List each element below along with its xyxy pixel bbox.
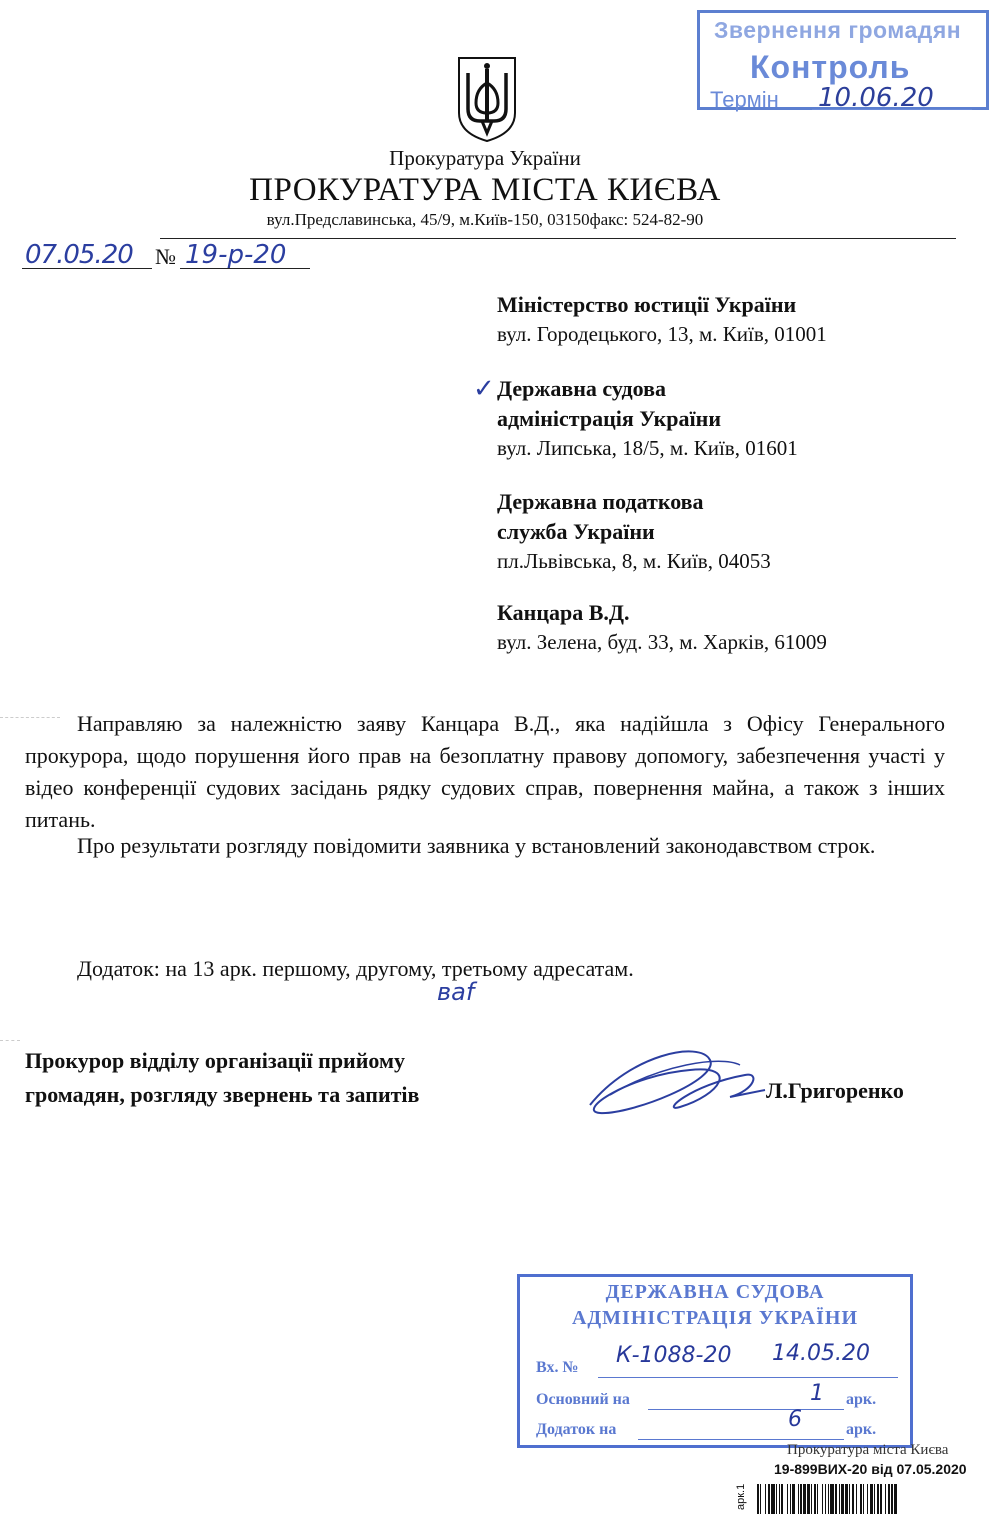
handwritten-signature <box>570 1035 770 1130</box>
annex-sheets-label: Додаток на <box>536 1421 617 1438</box>
control-stamp-title: Звернення громадян <box>714 17 962 43</box>
outgoing-number-sign: № <box>155 244 176 269</box>
header-divider <box>160 238 956 239</box>
addressee-name: адміністрація України <box>497 406 721 431</box>
trident-coat-of-arms-icon <box>456 55 518 143</box>
incoming-date: 14.05.20 <box>772 1341 870 1366</box>
addressee-name: служба України <box>497 519 655 544</box>
sheet-label-text: арк.1 <box>735 1483 747 1510</box>
barcode <box>757 1484 993 1514</box>
addressee-address: вул. Липська, 18/5, м. Київ, 01601 <box>497 436 798 460</box>
annex-sheets-value: 6 <box>788 1407 802 1432</box>
incoming-stamp <box>517 1274 913 1448</box>
annex-handwritten-note: ваf <box>437 978 475 1006</box>
signer-title <box>25 1044 419 1112</box>
outgoing-date: 07.05.20 <box>25 240 133 270</box>
main-sheets-label: Основний на <box>536 1391 630 1408</box>
incoming-stamp-org-line: ДЕРЖАВНА СУДОВА <box>605 1281 825 1303</box>
org-address: вул.Предславинська, 45/9, м.Київ-150, 03150факс: 524-82-90 <box>266 210 704 229</box>
outgoing-number: 19-р-20 <box>185 240 287 270</box>
main-sheets-value: 1 <box>810 1381 824 1406</box>
body-paragraph: Про результати розгляду повідомити заявника у встановлений законодавством строк. <box>77 833 876 858</box>
main-sheets-unit: арк. <box>846 1391 877 1408</box>
incoming-stamp-org-line: АДМІНІСТРАЦІЯ УКРАЇНИ <box>571 1307 859 1329</box>
addressee-block <box>497 290 827 349</box>
control-stamp-term-label: Термін <box>710 87 779 112</box>
addressee-name: Міністерство юстиції України <box>497 292 797 317</box>
registration-org: Прокуратура міста Києва <box>787 1442 949 1458</box>
annex-sheets-unit: арк. <box>846 1421 877 1438</box>
addressee-address: пл.Львівська, 8, м. Київ, 04053 <box>497 549 771 573</box>
scan-artifact <box>0 717 60 718</box>
scan-artifact <box>0 1040 20 1041</box>
annex-line: Додаток: на 13 арк. першому, другому, третьому адресатам. <box>77 956 634 981</box>
outgoing-number-line <box>180 268 310 269</box>
barcode-bar <box>897 1484 899 1514</box>
addressee-block <box>497 487 771 576</box>
outgoing-date-line <box>22 268 152 269</box>
sheet-label <box>731 1472 749 1512</box>
addressee-block <box>497 598 827 657</box>
addressee-address: вул. Городецького, 13, м. Київ, 01001 <box>497 322 827 346</box>
org-name: ПРОКУРАТУРА МІСТА КИЄВА <box>249 172 721 208</box>
check-mark-icon: ✓ <box>473 374 495 404</box>
body-paragraph: Направляю за належністю заяву Канцара В.Д., яка надійшла з Офісу Генерального прокурора, щодо порушення його прав на безоплатну правову допомогу, забезпечення участі у відео конференції судових засідань рядку судових справ, повернення майна, а також з інших питань. <box>25 711 945 832</box>
main-sheets-underline <box>648 1409 844 1410</box>
signer-title-line: громадян, розгляду звернень та запитів <box>25 1082 420 1107</box>
addressee-name: Державна податкова <box>497 489 704 514</box>
incoming-number-underline <box>598 1377 898 1378</box>
registration-number: 19-899ВИХ-20 від 07.05.2020 <box>774 1461 967 1477</box>
control-stamp-control: Контроль <box>750 49 911 85</box>
addressee-address: вул. Зелена, буд. 33, м. Харків, 61009 <box>497 630 827 654</box>
control-stamp-term-value: 10.06.20 <box>818 83 934 113</box>
signer-title-line: Прокурор відділу організації прийому <box>25 1048 405 1073</box>
incoming-number: К-1088-20 <box>616 1343 732 1368</box>
addressee-name: Державна судова <box>497 376 666 401</box>
addressee-name: Канцара В.Д. <box>497 600 630 625</box>
addressee-block <box>497 374 798 463</box>
org-parent: Прокуратура України <box>389 146 581 170</box>
signer-name: Л.Григоренко <box>766 1078 904 1103</box>
control-stamp-underline <box>812 109 972 110</box>
incoming-number-label: Вх. № <box>536 1359 579 1376</box>
control-stamp <box>697 10 989 113</box>
annex-sheets-underline <box>638 1439 844 1440</box>
